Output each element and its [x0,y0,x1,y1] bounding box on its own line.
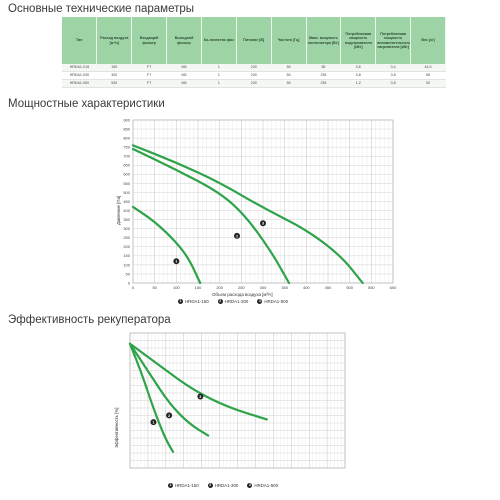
spec-cell: 0,6 [341,64,376,72]
power-chart-legend-label: HRDA1-150 [185,299,209,304]
spec-cell: 92 [411,80,446,88]
power-chart-legend-marker: 1 [179,299,182,303]
spec-header-1: Расход воздуха [м³/ч] [97,17,132,64]
power-chart-xtick: 50 [152,285,157,290]
power-chart-ytick: 400 [123,207,130,213]
power-chart-legend-item [178,299,209,304]
power-chart-legend-marker: 3 [258,299,261,303]
efficiency-chart-legend-item [168,483,199,488]
spec-cell: 0,8 [376,72,411,80]
power-chart-ytick: 100 [123,262,130,268]
spec-cell: 58 [411,72,446,80]
spec-cell: HRDA1-015 [62,64,97,72]
spec-header-3: Выходной фильтр [167,17,202,64]
power-chart-ytick: 200 [123,244,130,250]
spec-cell: 44,5 [411,64,446,72]
spec-cell: 1 [201,64,236,72]
spec-cell: 230 [236,64,271,72]
spec-cell: M5 [167,72,202,80]
power-chart-xtick: 100 [172,285,180,290]
spec-header-6: Частота [Гц] [271,17,306,64]
spec-cell: F7 [132,72,167,80]
power-chart-ytick: 150 [123,253,130,259]
power-chart-ytick: 700 [123,153,130,159]
power-chart-legend-label: HRDA1-500 [264,299,289,304]
spec-header-7: Макс. мощность вентилятора [Вт] [306,17,341,64]
efficiency-chart-legend-item [208,483,239,488]
power-chart-series-3-marker-label: 3 [261,221,265,226]
spec-cell: 530 [97,80,132,88]
spec-cell: 0,4 [376,64,411,72]
power-chart-xtick: 450 [324,285,332,290]
power-chart-ytick: 350 [123,217,130,223]
spec-header-10: Вес [кг] [411,17,446,64]
power-chart-xtick: 250 [237,285,245,290]
spec-header-9: Потребляемая мощность вспомогательного нагревателя [кВт] [376,17,411,64]
spec-cell: 230 [236,80,271,88]
power-chart-xtick: 0 [131,285,135,290]
power-chart-xtick: 350 [281,285,289,290]
spec-header-5: Питание [В] [236,17,271,64]
power-chart-legend-marker: 2 [219,299,222,303]
spec-cell: 55 [306,64,341,72]
power-chart-series-2-marker-label: 2 [235,234,239,239]
spec-header-4: Ко-личество фаз [201,17,236,64]
power-chart-ytick: 550 [123,180,130,186]
spec-cell: 230 [236,72,271,80]
power-chart-ytick: 50 [125,271,130,277]
efficiency-chart-legend [168,483,287,488]
spec-cell: 235 [306,80,341,88]
spec-cell: 300 [97,72,132,80]
efficiency-chart-legend-label: HRDA1-150 [175,483,199,488]
efficiency-chart-ylabel: Эффективность [%] [114,407,119,448]
power-chart-legend-item [257,299,288,304]
power-chart-xtick: 150 [194,285,202,290]
power-chart-ytick: 850 [123,126,130,132]
spec-cell: 1 [201,72,236,80]
spec-cell: F7 [132,64,167,72]
spec-cell: 0,8 [341,72,376,80]
power-chart-legend [178,299,297,304]
power-chart-ytick: 750 [123,144,130,150]
power-chart-ylabel: Давление [Па] [116,195,121,225]
spec-cell: 50 [271,64,306,72]
power-chart-ytick: 600 [123,171,130,177]
efficiency-chart-legend-marker: 1 [169,483,172,487]
power-chart-ytick: 500 [123,189,130,195]
power-chart-ytick: 650 [123,162,130,168]
power-chart-xtick: 600 [389,285,397,290]
spec-header-0: Тип [62,17,97,64]
efficiency-chart-legend-marker: 3 [248,483,251,487]
spec-cell: HRDA1-030 [62,72,97,80]
efficiency-chart-series-1-marker-label: 1 [152,420,155,425]
spec-header-2: Входящий фильтр [132,17,167,64]
power-chart-series-1-marker-label: 1 [175,259,178,264]
power-chart-legend-item [218,299,249,304]
efficiency-chart-legend-item [247,483,278,488]
efficiency-chart-series-3-marker-label: 3 [199,394,202,399]
spec-header-8: Потребляемая мощность подогревателя [кВт] [341,17,376,64]
power-chart-xtick: 550 [367,285,375,290]
spec-cell: F7 [132,80,167,88]
power-chart-legend-label: HRDA1-300 [224,299,249,304]
spec-cell: 235 [306,72,341,80]
power-chart-ytick: 800 [123,135,130,141]
power-chart-title: Мощностные характеристики [8,98,165,110]
efficiency-chart-title: Эффективность рекуператора [8,314,171,326]
spec-cell: 50 [271,72,306,80]
power-chart-xtick: 300 [259,285,267,290]
power-chart-ytick: 300 [123,226,130,232]
spec-cell: 0,8 [376,80,411,88]
spec-cell: M5 [167,64,202,72]
power-chart-xlabel: Объем расхода воздуха [м³/ч] [212,292,273,297]
power-chart-xtick: 400 [302,285,310,290]
power-chart-xtick: 500 [346,285,354,290]
spec-cell: M5 [167,80,202,88]
power-chart-xtick: 200 [216,285,224,290]
spec-cell: 150 [97,64,132,72]
spec-cell: 1,2 [341,80,376,88]
spec-cell: 50 [271,80,306,88]
spec-cell: 1 [201,80,236,88]
efficiency-chart-legend-label: HRDA1-500 [254,483,279,488]
efficiency-chart-series-2-marker-label: 2 [168,413,171,418]
power-chart-ytick: 0 [127,280,130,286]
power-chart-ytick: 250 [123,235,130,241]
specs-title: Основные технические параметры [8,3,195,15]
efficiency-chart-legend-label: HRDA1-300 [214,483,239,488]
power-chart-ytick: 900 [123,117,130,123]
power-chart-ytick: 450 [123,198,130,204]
spec-cell: HRDA1-050 [62,80,97,88]
efficiency-chart-legend-marker: 2 [209,483,212,487]
